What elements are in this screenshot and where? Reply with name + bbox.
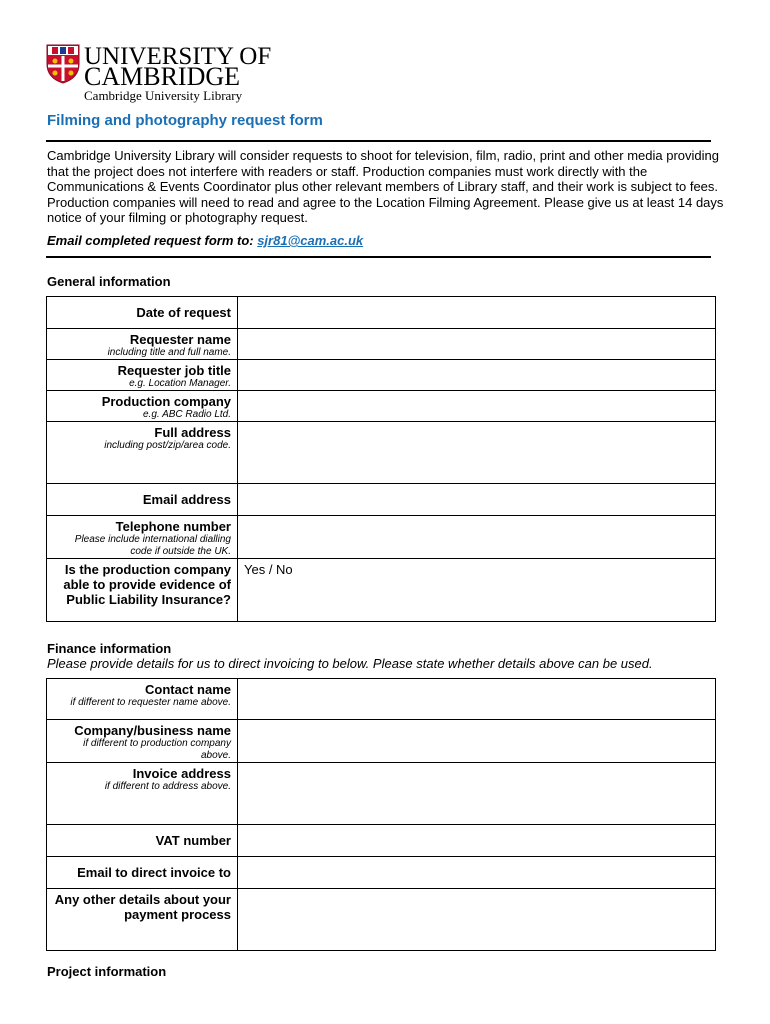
field-label: Email to direct invoice to	[77, 865, 231, 880]
table-row	[47, 559, 716, 622]
field-label: Invoice address	[132, 766, 231, 781]
field-hint: if different to address above.	[104, 781, 231, 792]
field-label: Contact name	[145, 682, 231, 697]
finance-info-table	[46, 678, 716, 951]
field-hint: including title and full name.	[107, 347, 231, 358]
field-hint: if different to requester name above.	[70, 697, 231, 708]
insurance-field[interactable]: Yes / No	[238, 559, 716, 622]
cambridge-crest-icon	[46, 44, 80, 84]
field-hint: e.g. ABC Radio Ltd.	[142, 409, 231, 420]
email-prompt: Email completed request form to:	[47, 233, 258, 248]
field-label: Telephone number	[115, 519, 231, 534]
company-name-field[interactable]	[238, 720, 716, 763]
table-row	[47, 857, 716, 889]
form-title: Filming and photography request form	[47, 112, 323, 129]
field-label: VAT number	[155, 833, 231, 848]
field-label: Production company	[101, 394, 231, 409]
divider	[46, 140, 711, 142]
requester-name-field[interactable]	[238, 329, 716, 360]
university-logo	[46, 44, 276, 104]
field-label: Company/business name	[74, 723, 231, 738]
general-info-table	[46, 296, 716, 622]
table-row	[47, 329, 716, 360]
full-address-field[interactable]	[238, 422, 716, 484]
production-company-field[interactable]	[238, 391, 716, 422]
email-instruction	[47, 233, 363, 248]
email-address-field[interactable]	[238, 484, 716, 516]
invoice-address-field[interactable]	[238, 763, 716, 825]
logo-line-2: CAMBRIDGE	[84, 62, 241, 91]
field-hint: including post/zip/area code.	[104, 440, 231, 451]
email-link[interactable]: sjr81@cam.ac.uk	[257, 233, 364, 248]
table-row	[47, 720, 716, 763]
field-hint: if different to production company above.	[83, 738, 231, 761]
table-row	[47, 484, 716, 516]
table-row	[47, 516, 716, 559]
table-row	[47, 297, 716, 329]
finance-subheading: Please provide details for us to direct invoicing to below. Please state whether details above can be used.	[47, 656, 653, 671]
field-label: Requester name	[129, 332, 231, 347]
logo-subtitle: Cambridge University Library	[84, 88, 243, 103]
table-row	[47, 763, 716, 825]
field-label: Requester job title	[117, 363, 231, 378]
field-label: Full address	[154, 425, 231, 440]
field-label: Date of request	[136, 305, 231, 320]
intro-paragraph: Cambridge University Library will consider requests to shoot for television, film, radio, print and other media providing that the project does not interfere with readers or staff. Production companies must work directly with the Communications & Events Coordinator plus other relevant members of Library staff, and their work is subject to fees. Production companies will need to read and agree to the Location Filming Agreement. Please give us at least 14 days notice of your filming or photography request.	[47, 148, 724, 225]
requester-job-title-field[interactable]	[238, 360, 716, 391]
finance-heading: Finance information	[47, 641, 172, 656]
table-row	[47, 679, 716, 720]
contact-name-field[interactable]	[238, 679, 716, 720]
table-row	[47, 889, 716, 951]
field-hint: e.g. Location Manager.	[129, 378, 231, 389]
table-row	[47, 825, 716, 857]
vat-number-field[interactable]	[238, 825, 716, 857]
date-of-request-field[interactable]	[238, 297, 716, 329]
table-row	[47, 391, 716, 422]
field-label: Email address	[142, 492, 231, 507]
project-heading: Project information	[47, 964, 167, 979]
logo-line-1: UNIVERSITY OF	[84, 43, 272, 70]
table-row	[47, 360, 716, 391]
field-hint: Please include international dialling code if outside the UK.	[74, 534, 231, 557]
general-heading: General information	[47, 274, 171, 289]
field-label: Any other details about your payment process	[54, 892, 231, 922]
telephone-field[interactable]	[238, 516, 716, 559]
field-label: Is the production company able to provide evidence of Public Liability Insurance?	[63, 562, 231, 607]
invoice-email-field[interactable]	[238, 857, 716, 889]
payment-details-field[interactable]	[238, 889, 716, 951]
table-row	[47, 422, 716, 484]
divider	[46, 256, 711, 258]
